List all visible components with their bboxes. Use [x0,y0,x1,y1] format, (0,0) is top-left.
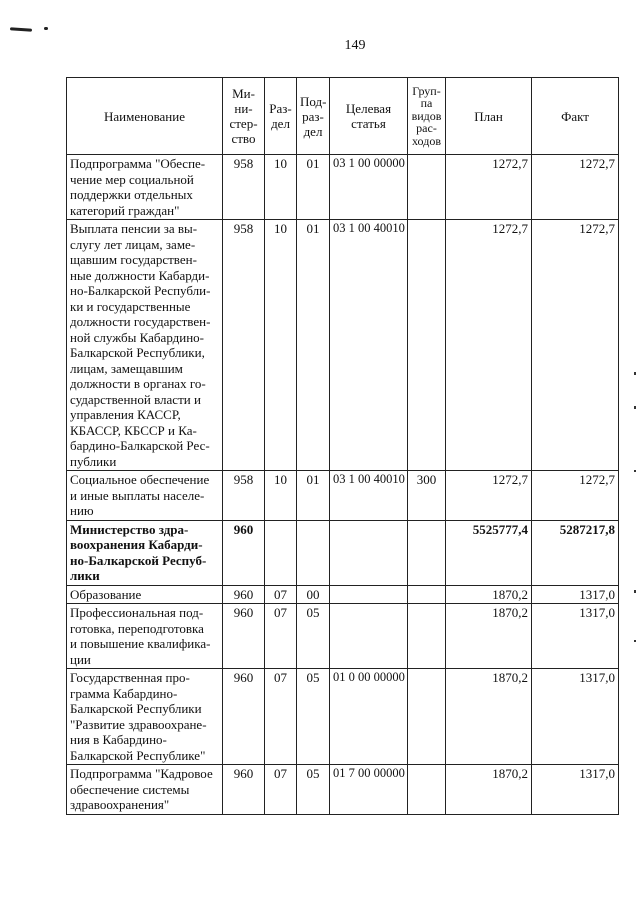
row-expense-group: 300 [408,471,446,521]
row-section-code: 07 [265,585,297,604]
row-plan-value: 1870,2 [446,765,532,815]
row-expense-group [408,585,446,604]
row-name-line: сударственной власти и [70,391,201,407]
row-expense-group [408,155,446,220]
row-name [67,604,223,669]
row-name-line: ки и государственные [70,298,191,314]
row-section-code: 10 [265,471,297,521]
row-target-article: 03 1 00 40010 [330,220,408,471]
row-expense-group [408,669,446,765]
scan-artifact-speck [634,406,636,409]
row-fact-value: 1317,0 [532,604,619,669]
row-name-line: воохранения Кабарди- [70,537,203,552]
row-target-article: 03 1 00 40010 [330,471,408,521]
row-ministry-code: 960 [223,669,265,765]
header-section: Раз- дел [265,78,297,155]
row-name-line: щавшим государствен- [70,252,197,267]
row-name-line: нию [70,503,94,518]
row-name-line: Подпрограмма "Обеспе- [70,156,206,171]
row-subsection-code: 05 [297,604,330,669]
row-target-article [330,520,408,585]
row-subsection-code: 05 [297,765,330,815]
row-section-code [265,520,297,585]
row-plan-value: 1870,2 [446,585,532,604]
row-ministry-code: 960 [223,585,265,604]
row-fact-value: 1317,0 [532,765,619,815]
row-ministry-code: 958 [223,220,265,471]
row-plan-value: 5525777,4 [446,520,532,585]
row-name-line: ные должности Кабарди- [70,267,210,283]
header-article: Целевая статья [330,78,408,155]
row-name-line: ции [70,651,91,667]
table-row [67,520,619,585]
header-plan: План [446,78,532,155]
row-fact-value: 1317,0 [532,669,619,765]
row-name-line: ной службы Кабардино- [70,329,204,345]
table-row [67,220,619,471]
row-name-line: Подпрограмма "Кадровое [70,766,213,781]
scan-artifact-speck [634,470,636,472]
table-row [67,471,619,521]
row-expense-group [408,520,446,585]
row-name-line: слугу лет лицам, заме- [70,236,196,252]
row-fact-value: 1272,7 [532,471,619,521]
row-subsection-code: 00 [297,585,330,604]
row-name-line: Профессиональная под- [70,605,204,620]
row-ministry-code: 960 [223,765,265,815]
row-ministry-code: 958 [223,471,265,521]
row-name-line: и повышение квалифика- [70,636,211,651]
budget-table [66,77,619,815]
scan-artifact-speck [634,590,636,593]
row-name-line: Министерство здра- [70,521,189,537]
row-name-line: Образование [70,586,142,602]
page-number: 149 [344,38,366,53]
table-row [67,604,619,669]
row-name [67,765,223,815]
table-header-row [67,78,619,155]
scan-artifact-speck [634,640,636,642]
header-fact: Факт [532,78,619,155]
row-name [67,669,223,765]
row-name-line: ния в Кабардино- [70,732,167,747]
row-name [67,471,223,521]
row-plan-value: 1870,2 [446,669,532,765]
row-section-code: 10 [265,155,297,220]
row-target-article [330,585,408,604]
row-name-line: Балкарской Республики [70,701,202,716]
row-name [67,155,223,220]
row-subsection-code: 01 [297,155,330,220]
row-plan-value: 1272,7 [446,155,532,220]
row-subsection-code: 05 [297,669,330,765]
header-expense-group: Груп- па видов рас- ходов [408,78,446,155]
row-name [67,585,223,604]
row-name-line: управления КАССР, [70,407,181,422]
scan-artifact-dot [44,27,48,30]
row-name-line: и иные выплаты населе- [70,487,205,503]
row-name-line: Государственная про- [70,670,190,685]
row-name-line: здравоохранения" [70,797,170,812]
row-name-line: чение мер социальной [70,171,194,187]
row-name-line: должности государствен- [70,314,211,329]
row-plan-value: 1272,7 [446,220,532,471]
row-fact-value: 1272,7 [532,220,619,471]
row-fact-value: 1317,0 [532,585,619,604]
row-ministry-code: 960 [223,520,265,585]
row-section-code: 07 [265,669,297,765]
row-section-code: 07 [265,604,297,669]
row-name-line: Социальное обеспечение [70,472,210,487]
row-name-line: Балкарской Республики, [70,345,205,360]
row-plan-value: 1272,7 [446,471,532,521]
row-subsection-code: 01 [297,471,330,521]
row-name-line: грамма Кабардино- [70,685,178,701]
row-name-line: Выплата пенсии за вы- [70,221,198,236]
row-name-line: Балкарской Республике" [70,747,206,763]
row-expense-group [408,220,446,471]
header-name: Наименование [67,78,223,155]
row-name-line: готовка, переподготовка [70,620,204,636]
row-section-code: 07 [265,765,297,815]
table-row [67,155,619,220]
row-name [67,520,223,585]
row-target-article: 03 1 00 00000 [330,155,408,220]
row-name-line: категорий граждан" [70,202,180,218]
row-name-line: КБАССР, КБССР и Ка- [70,422,197,438]
row-name-line: "Развитие здравоохране- [70,716,207,732]
row-ministry-code: 958 [223,155,265,220]
row-subsection-code: 01 [297,220,330,471]
row-name-line: обеспечение системы [70,781,190,797]
table-row [67,669,619,765]
row-ministry-code: 960 [223,604,265,669]
row-target-article: 01 0 00 00000 [330,669,408,765]
row-target-article [330,604,408,669]
row-plan-value: 1870,2 [446,604,532,669]
row-fact-value: 5287217,8 [532,520,619,585]
row-fact-value: 1272,7 [532,155,619,220]
scan-artifact-speck [634,372,636,375]
row-expense-group [408,765,446,815]
header-ministry: Ми- ни- стер- ство [223,78,265,155]
row-name-line: лики [70,568,100,583]
row-name-line: но-Балкарской Республи- [70,283,211,298]
row-name-line: бардино-Балкарской Рес- [70,438,210,453]
scan-artifact-mark [10,27,32,32]
row-name-line: должности в органах го- [70,376,206,391]
row-section-code: 10 [265,220,297,471]
row-name-line: лицам, замещавшим [70,360,183,376]
row-target-article: 01 7 00 00000 [330,765,408,815]
row-expense-group [408,604,446,669]
row-name-line: публики [70,453,117,469]
row-subsection-code [297,520,330,585]
row-name [67,220,223,471]
header-subsection: Под- раз- дел [297,78,330,155]
row-name-line: поддержки отдельных [70,187,193,202]
row-name-line: но-Балкарской Респуб- [70,552,207,568]
table-row [67,765,619,815]
table-row [67,585,619,604]
